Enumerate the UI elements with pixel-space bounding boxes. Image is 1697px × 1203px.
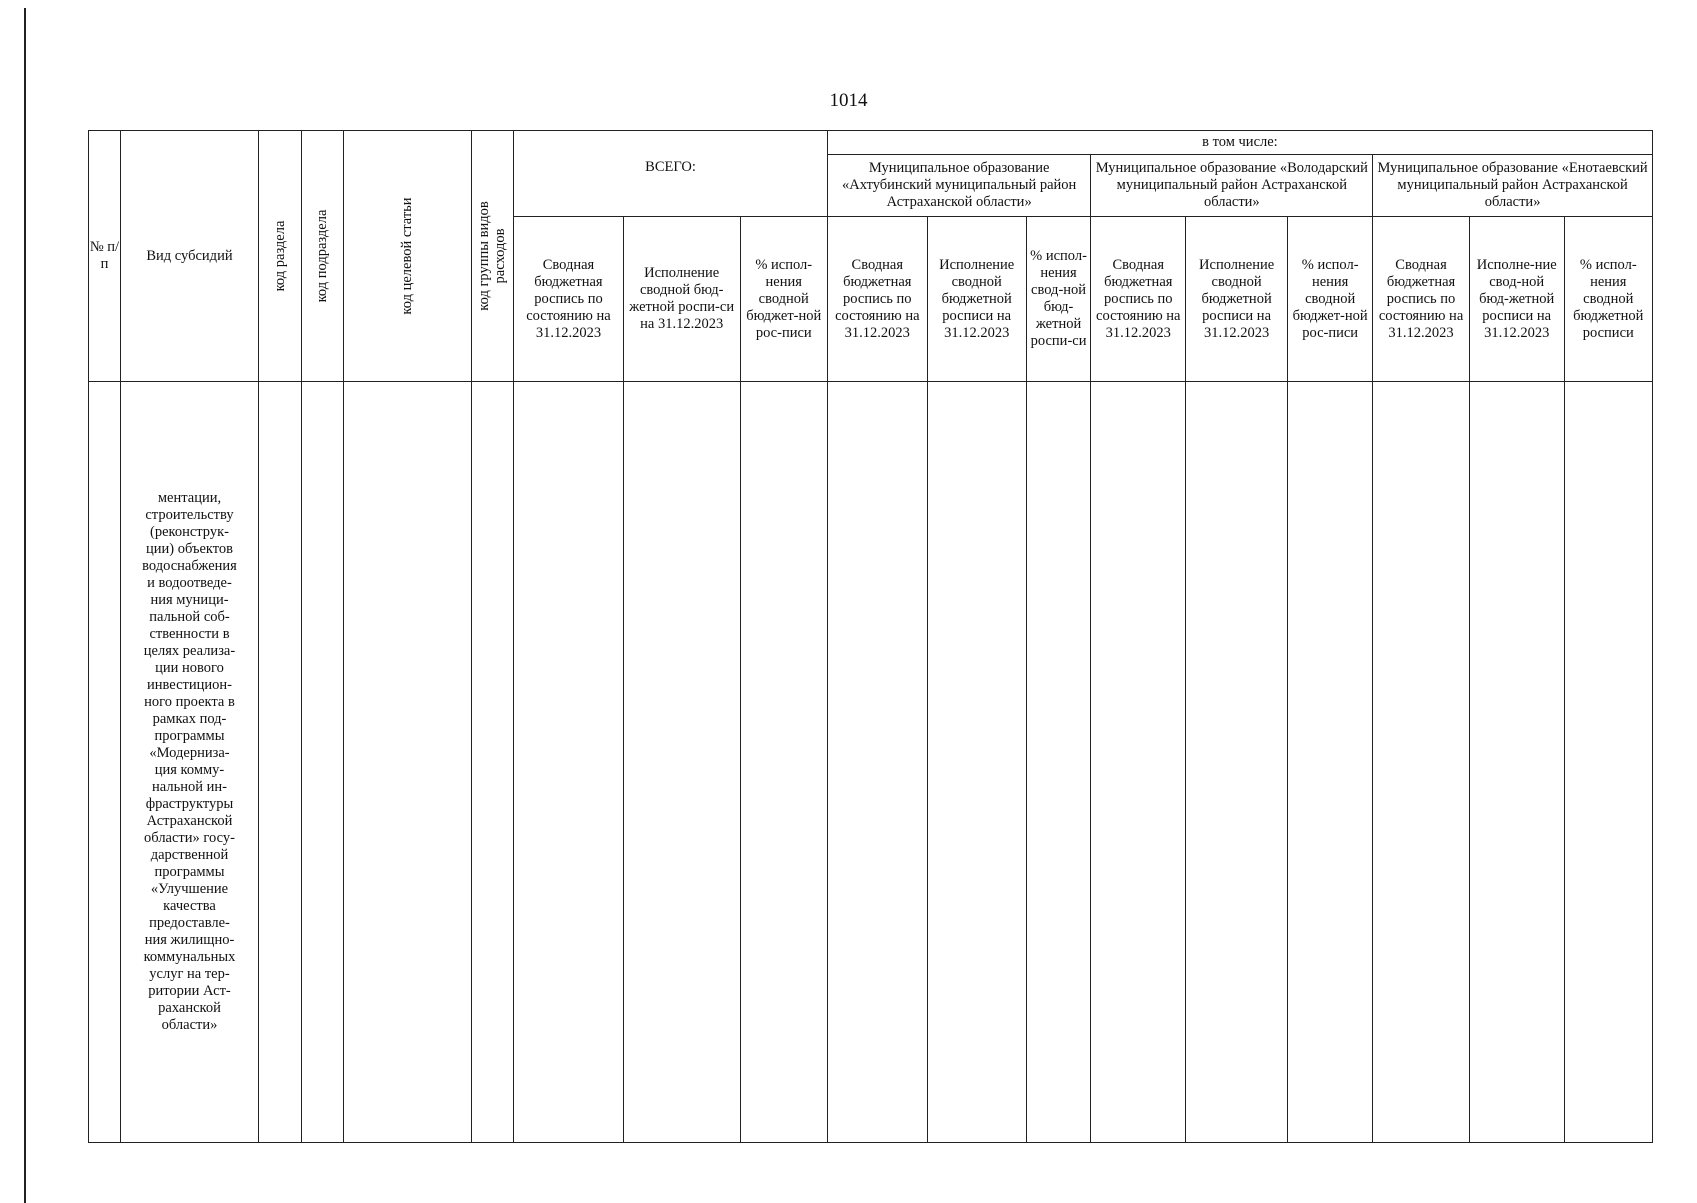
subsidy-text-line: «Улучшение <box>150 881 229 897</box>
header-mo-akhtubinsky: Муниципальное образование «Ахтубинский муниципальный район Астраханской области» <box>827 155 1091 217</box>
subsidy-text-line: дарственной <box>150 847 229 863</box>
subsidy-text-line: «Модерниза- <box>149 745 230 761</box>
header-mo2-percent: % испол-нения сводной бюджет-ной рос-писи <box>1288 217 1373 382</box>
cell-num <box>89 382 121 1143</box>
header-total: ВСЕГО: <box>514 131 828 217</box>
header-mo3-plan: Сводная бюджетная роспись по состоянию на 31.12.2023 <box>1373 217 1470 382</box>
subsidy-text-line: фраструктуры <box>145 796 234 812</box>
subsidy-text-line: раханской <box>158 1000 221 1016</box>
header-subsidy-type: Вид субсидий <box>120 131 258 382</box>
cell-mo1-percent <box>1026 382 1091 1143</box>
subsidy-text-line: строительству <box>145 507 234 523</box>
header-num: № п/п <box>89 131 121 382</box>
subsidy-budget-table <box>88 130 1653 1143</box>
subsidy-text-line: программы <box>154 728 225 744</box>
subsidy-text-line: коммунальных <box>143 949 236 965</box>
subsidy-text-line: рамках под- <box>152 711 227 727</box>
binding-margin-line <box>24 8 26 1203</box>
table-row <box>89 382 1653 1143</box>
subsidy-text-line: водоснабжения <box>142 558 237 574</box>
header-mo3-execution: Исполне-ние свод-ной бюд-жетной росписи на 31.12.2023 <box>1469 217 1564 382</box>
header-mo1-execution: Исполнение сводной бюджетной росписи на 31.12.2023 <box>927 217 1026 382</box>
subsidy-text-line: и водоотведе- <box>147 575 232 591</box>
subsidy-text-line: ритории Аст- <box>148 983 231 999</box>
header-total-plan: Сводная бюджетная роспись по состоянию на 31.12.2023 <box>514 217 624 382</box>
subsidy-text-line: целях реализа- <box>143 643 236 659</box>
subsidy-text-line: качества <box>163 898 216 914</box>
subsidy-text-line: ственности в <box>149 626 230 642</box>
header-mo-volodarsky: Муниципальное образование «Володарский муниципальный район Астраханской области» <box>1091 155 1373 217</box>
subsidy-text-line: области» <box>161 1017 218 1033</box>
header-including: в том числе: <box>827 131 1652 155</box>
page-number: 1014 <box>829 90 868 111</box>
header-target-article-code: код целевой статьи <box>344 131 472 382</box>
cell-mo2-execution <box>1186 382 1288 1143</box>
subsidy-text-line: (реконструк- <box>150 524 229 540</box>
subsidy-text-line: предоставле- <box>149 915 230 931</box>
subsidy-text-line: ции нового <box>155 660 224 676</box>
header-mo-enotaevsky: Муниципальное образование «Енотаевский муниципальный район Астраханской области» <box>1373 155 1653 217</box>
subsidy-text-line: области» госу- <box>144 830 235 846</box>
cell-mo3-plan <box>1373 382 1470 1143</box>
cell-mo1-execution <box>927 382 1026 1143</box>
header-subsection-code: код подраздела <box>301 131 344 382</box>
cell-total-plan <box>514 382 624 1143</box>
subsidy-text-line: программы <box>154 864 225 880</box>
subsidy-text-line: ния муници- <box>150 592 229 608</box>
header-mo3-percent: % испол-нения сводной бюджетной росписи <box>1564 217 1652 382</box>
header-total-percent: % испол-нения сводной бюджет-ной рос-писи <box>740 217 827 382</box>
cell-target-article-code <box>344 382 472 1143</box>
subsidy-text-line: ного проекта в <box>144 694 235 710</box>
subsidy-description <box>124 490 255 1034</box>
cell-total-execution <box>623 382 740 1143</box>
cell-mo2-percent <box>1288 382 1373 1143</box>
subsidy-text-line: пальной соб- <box>149 609 230 625</box>
cell-mo3-execution <box>1469 382 1564 1143</box>
subsidy-text-line: услуг на тер- <box>149 966 230 982</box>
budget-table-sheet <box>88 130 1653 1136</box>
subsidy-text-line: нальной ин- <box>152 779 227 795</box>
cell-subsidy-type <box>120 382 258 1143</box>
subsidy-text-line: ментации, <box>157 490 222 506</box>
subsidy-text-line: инвестицион- <box>147 677 232 693</box>
header-total-execution: Исполнение сводной бюд-жетной роспи-си на 31.12.2023 <box>623 217 740 382</box>
cell-section-code <box>259 382 302 1143</box>
cell-mo3-percent <box>1564 382 1652 1143</box>
cell-mo2-plan <box>1091 382 1186 1143</box>
header-mo2-plan: Сводная бюджетная роспись по состоянию на 31.12.2023 <box>1091 217 1186 382</box>
subsidy-text-line: ция комму- <box>154 762 225 778</box>
cell-total-percent <box>740 382 827 1143</box>
subsidy-text-line: Астраханской <box>146 813 233 829</box>
header-expense-group-code: код группы видов расходов <box>471 131 514 382</box>
header-mo2-execution: Исполнение сводной бюджетной росписи на 31.12.2023 <box>1186 217 1288 382</box>
cell-subsection-code <box>301 382 344 1143</box>
subsidy-text-line: ния жилищно- <box>144 932 235 948</box>
header-mo1-plan: Сводная бюджетная роспись по состоянию на 31.12.2023 <box>827 217 927 382</box>
header-mo1-percent: % испол-нения свод-ной бюд-жетной роспи-си <box>1026 217 1091 382</box>
header-section-code: код раздела <box>259 131 302 382</box>
cell-expense-group-code <box>471 382 514 1143</box>
subsidy-text-line: ции) объектов <box>145 541 233 557</box>
cell-mo1-plan <box>827 382 927 1143</box>
